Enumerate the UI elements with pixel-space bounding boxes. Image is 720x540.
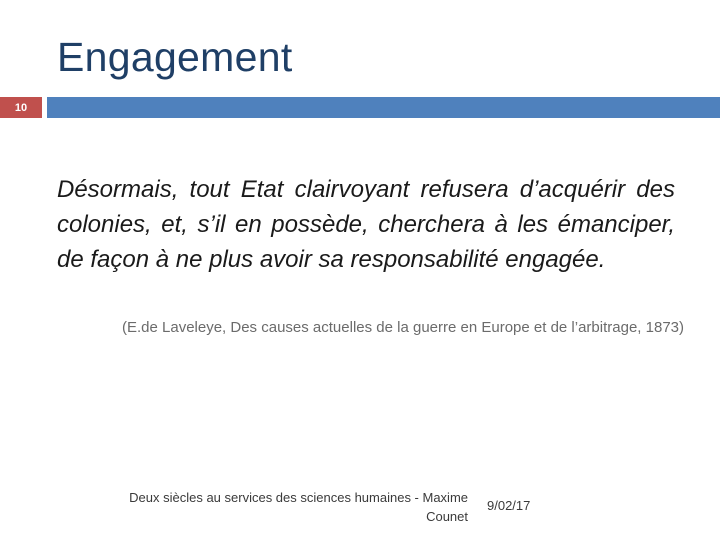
slide-number-badge	[0, 97, 42, 118]
footer-date: 9/02/17	[487, 498, 531, 513]
quote-citation: (E.de Laveleye, Des causes actuelles de la guerre en Europe et de l’arbitrage, 1873)	[121, 319, 684, 336]
slide-title: Engagement	[57, 34, 293, 80]
slide-number: 10	[14, 101, 28, 114]
quote-text: Désormais, tout Etat clairvoyant refusera d’acquérir des colonies, et, s’il en possède, cherchera à les émanciper, de façon à ne plus avoir sa responsabilité engagée.	[57, 176, 675, 273]
footer-text: Deux siècles au services des sciences humaines - Maxime Counet	[129, 490, 468, 524]
header-divider-bar	[47, 97, 720, 118]
